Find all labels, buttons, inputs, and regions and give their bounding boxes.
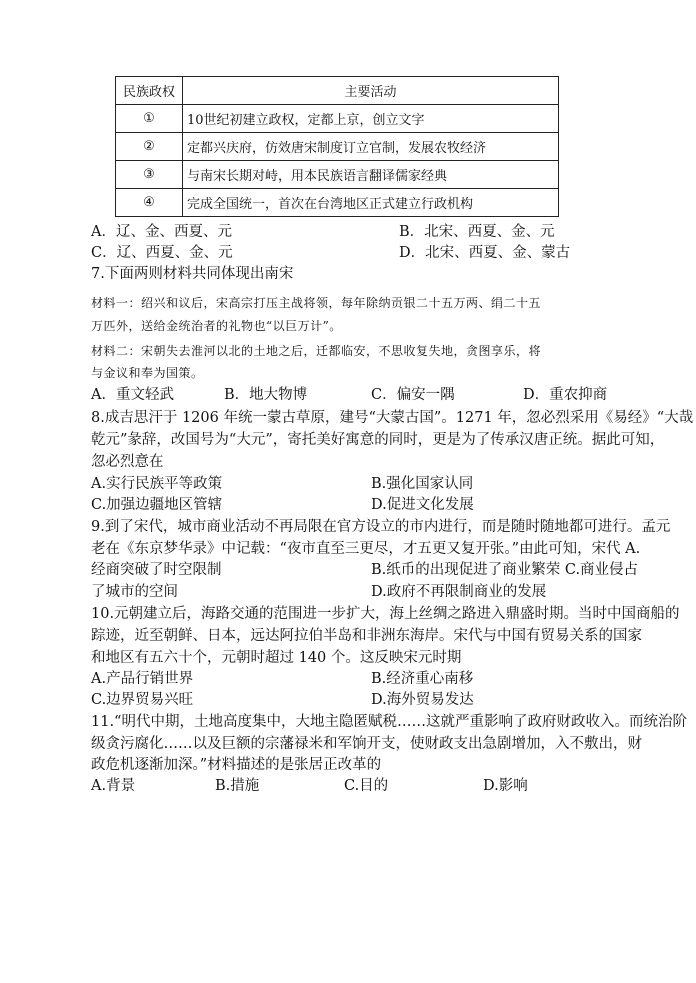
q8-option-b[interactable]: B.强化国家认同 [371, 476, 474, 492]
row-number: ④ [116, 189, 183, 217]
q7-material-2-line2: 与金议和奉为国策。 [91, 366, 204, 380]
q11-option-a[interactable]: A.背景 [91, 778, 136, 794]
q8-stem-line1: 8.成吉思汗于 1206 年统一蒙古草原，建号“大蒙古国”。1271 年，忽必烈采用《易经》“大哉 [91, 410, 694, 426]
q10-option-c[interactable]: C.边界贸易兴旺 [91, 692, 194, 708]
q7-option-a[interactable]: A．重文轻武 [91, 387, 174, 403]
q7-material-1-line1: 材料一：绍兴和议后，宋高宗打压主战将领，每年除纳贡银二十五万两、绢二十五 [91, 296, 542, 310]
q11-option-c[interactable]: C.目的 [344, 778, 389, 794]
q9-option-a-text[interactable]: 经商突破了时空限制 [91, 562, 222, 578]
q8-option-a[interactable]: A.实行民族平等政策 [91, 476, 223, 492]
row-activity: 完成全国统一，首次在台湾地区正式建立行政机构 [183, 189, 559, 217]
q9-stem-line2: 老在《东京梦华录》中记载：“夜市直至三更尽，才五更又复开张。”由此可知，宋代 A. [91, 541, 641, 557]
row-number: ② [116, 133, 183, 161]
q7-stem: 7.下面两则材料共同体现出南宋 [91, 266, 294, 282]
q7-option-b[interactable]: B．地大物博 [224, 387, 308, 403]
q11-option-b[interactable]: B.措施 [215, 778, 260, 794]
q6-option-b[interactable]: B．北宋、西夏、金、元 [399, 224, 555, 240]
table-row [116, 189, 559, 217]
q10-option-d[interactable]: D.海外贸易发达 [371, 692, 474, 708]
q11-option-d[interactable]: D.影响 [483, 778, 528, 794]
header-activity: 主要活动 [183, 77, 559, 105]
table-row [116, 105, 559, 133]
q10-option-b[interactable]: B.经济重心南移 [371, 671, 474, 687]
q11-stem-line1: 11.“明代中期，土地高度集中，大地主隐匿赋税……这就严重影响了政府财政收入。而统治阶 [91, 714, 687, 730]
q7-material-2-line1: 材料二：宋朝失去淮河以北的土地之后，迁都临安，不思收复失地，贪图享乐，将 [91, 344, 542, 358]
q9-option-d[interactable]: D.政府不再限制商业的发展 [371, 584, 547, 600]
q8-option-c[interactable]: C.加强边疆地区管辖 [91, 497, 223, 513]
row-activity: 与南宋长期对峙，用本民族语言翻译儒家经典 [183, 161, 559, 189]
q8-stem-line2: 乾元”彖辞，改国号为“大元”，寄托美好寓意的同时，更是为了传承汉唐正统。据此可知， [91, 432, 665, 448]
q8-stem-line3: 忽必烈意在 [91, 454, 164, 470]
header-regime: 民族政权 [116, 77, 183, 105]
q6-option-d[interactable]: D．北宋、西夏、金、蒙古 [399, 245, 571, 261]
q10-stem-line3: 和地区有五六十个，元朝时超过 140 个。这反映宋元时期 [91, 650, 462, 666]
table-row [116, 133, 559, 161]
q10-stem-line1: 10.元朝建立后，海路交通的范围进一步扩大，海上丝绸之路进入鼎盛时期。当时中国商船的 [91, 606, 680, 622]
q7-material-1-line2: 万匹外，送给金统治者的礼物也“以巨万计”。 [91, 319, 342, 333]
row-activity: 10世纪初建立政权，定都上京，创立文字 [183, 105, 559, 133]
q8-option-d[interactable]: D.促进文化发展 [371, 497, 474, 513]
q6-option-c[interactable]: C．辽、西夏、金、元 [91, 245, 233, 261]
q9-stem-line1: 9.到了宋代，城市商业活动不再局限在官方设立的市内进行，而是随时随地都可进行。孟元 [91, 519, 671, 535]
q10-option-a[interactable]: A.产品行销世界 [91, 671, 194, 687]
q11-stem-line3: 政危机逐渐加深。”材料描述的是张居正改革的 [91, 757, 382, 773]
q7-option-c[interactable]: C．偏安一隅 [371, 387, 455, 403]
q9-option-b-c[interactable]: B.纸币的出现促进了商业繁荣 C.商业侵占 [371, 562, 639, 578]
row-number: ③ [116, 161, 183, 189]
row-activity: 定都兴庆府，仿效唐宋制度订立官制，发展农牧经济 [183, 133, 559, 161]
q10-stem-line2: 踪迹，近至朝鲜、日本，远达阿拉伯半岛和非洲东海岸。宋代与中国有贸易关系的国家 [91, 628, 642, 644]
q11-stem-line2: 级贪污腐化……以及巨额的宗藩禄米和军饷开支，使财政支出急剧增加，入不敷出，财 [91, 736, 642, 752]
table-row [116, 161, 559, 189]
row-number: ① [116, 105, 183, 133]
table-header-row [116, 77, 559, 105]
regime-activity-table [115, 76, 559, 217]
q9-option-c-continued[interactable]: 了城市的空间 [91, 584, 178, 600]
q7-option-d[interactable]: D．重农抑商 [523, 387, 608, 403]
q6-option-a[interactable]: A．辽、金、西夏、元 [91, 224, 232, 240]
